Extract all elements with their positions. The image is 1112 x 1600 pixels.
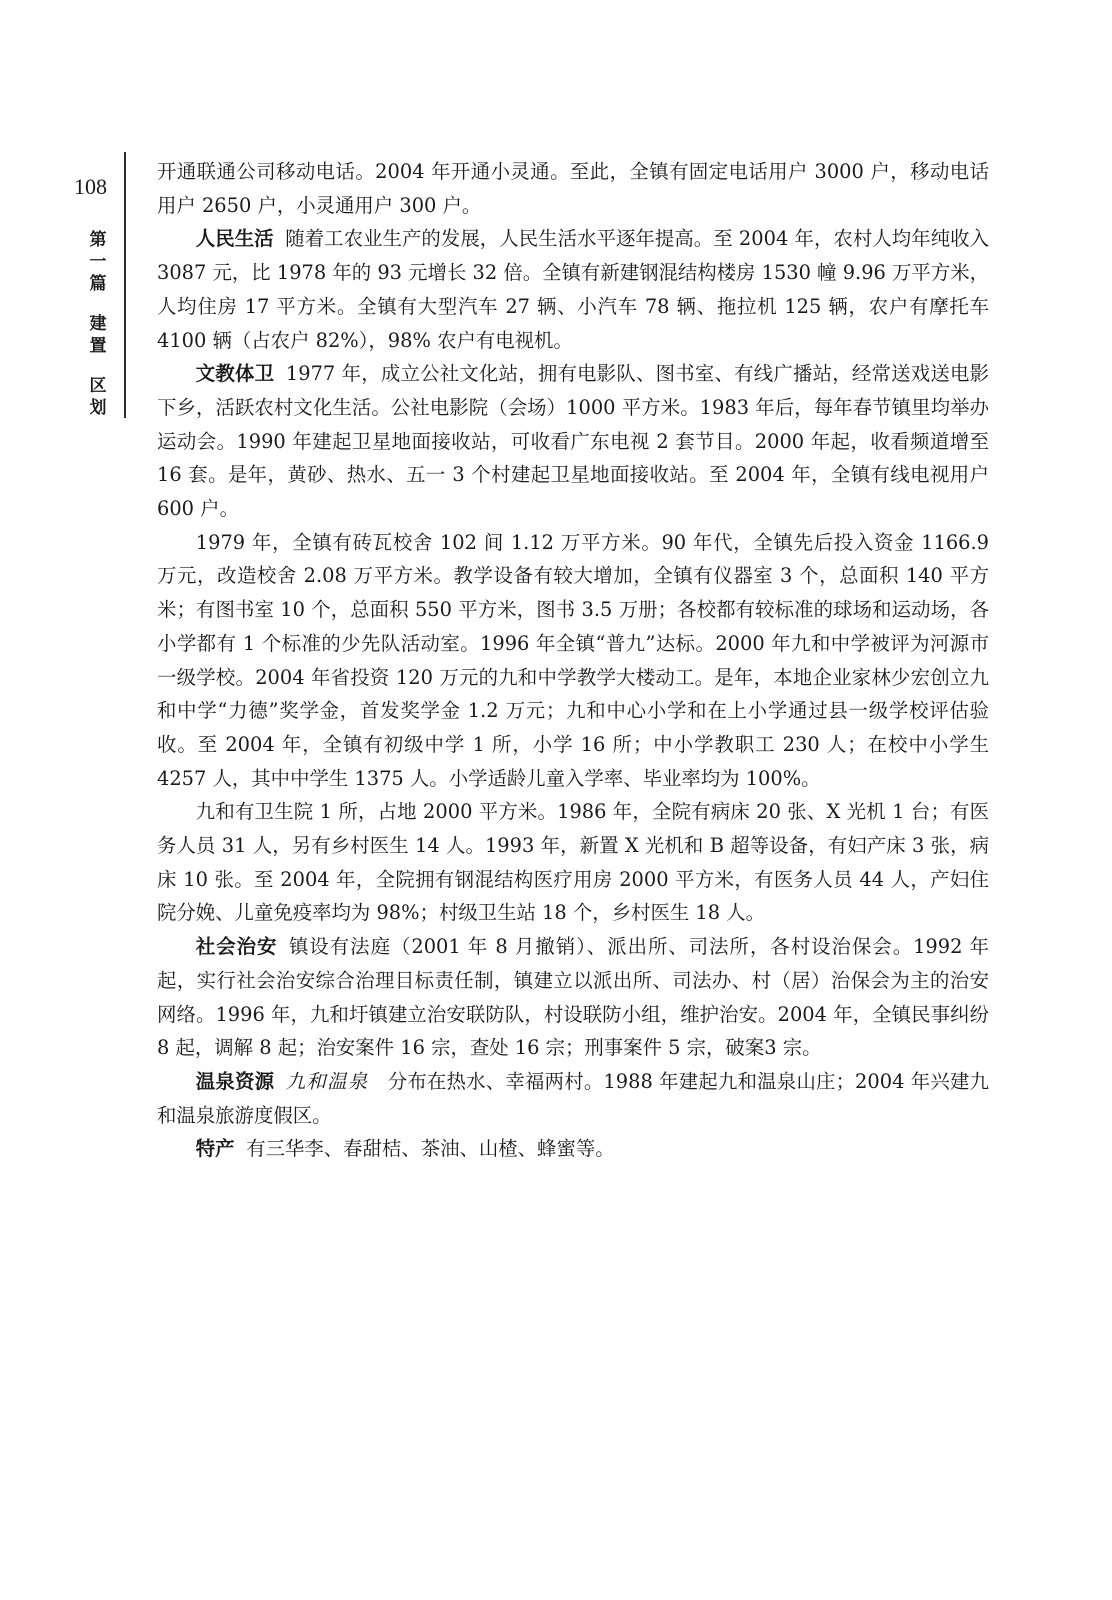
paragraph-text: 九和有卫生院 1 所，占地 2000 平方米。1986 年，全院有病床 20 张、X 光机 1 台；有医务人员 31 人，另有乡村医生 14 人。1993 年，新置 X 光机和 B 超等设备，有妇产床 3 张，病床 10 张。至 2004 年，全院拥有钢混结构医疗用房 2000 平方米，有医务人员 44 人，产妇住院分娩、儿童免疫率均为 98%；村级卫生站 18 个，乡村医生 18 人。 — [157, 800, 989, 925]
paragraph-security — [157, 930, 989, 1065]
paragraph-text: 镇设有法庭（2001 年 8 月撤销）、派出所、司法所，各村设治保会。1992 年起，实行社会治安综合治理目标责任制，镇建立以派出所、司法办、村（居）治保会为主的治安网络。1996 年，九和圩镇建立治安联防队，村设联防小组，维护治安。2004 年，全镇民事纠纷 8 起，调解 8 起；治安案件 16 宗，查处 16 宗；刑事案件 5 宗，破案3 宗。 — [157, 935, 989, 1060]
page-number: 108 — [74, 174, 107, 199]
section-sub-heading: 九和温泉 — [285, 1069, 369, 1093]
section-heading: 社会治安 — [195, 935, 278, 959]
side-title-gap — [84, 295, 112, 313]
paragraph-education — [157, 526, 989, 796]
side-title-char: 区 — [89, 376, 107, 396]
paragraph-text: 随着工农业生产的发展，人民生活水平逐年提高。至 2004 年，农村人均年纯收入 3087 元，比 1978 年的 93 元增长 32 倍。全镇有新建钢混结构楼房 1530 幢 9.96 万平方米，人均住房 17 平方米。全镇有大型汽车 27 辆、小汽车 78 辆、拖拉机 125 辆，农户有摩托车 4100 辆（占农户 82%），98% 农户有电视机。 — [157, 227, 989, 352]
section-heading: 特产 — [195, 1137, 235, 1161]
paragraph-text: 1979 年，全镇有砖瓦校舍 102 间 1.12 万平方米。90 年代，全镇先后投入资金 1166.9 万元，改造校舍 2.08 万平方米。教学设备有较大增加，全镇有仪器室 3 个，总面积 140 平方米；有图书室 10 个，总面积 550 平方米，图书 3.5 万册；各校都有较标准的球场和运动场，各小学都有 1 个标准的少先队活动室。1996 年全镇“普九”达标。2000 年九和中学被评为河源市一级学校。2004 年省投资 120 万元的九和中学教学大楼动工。是年，本地企业家林少宏创立九和中学“力德”奖学金，首发奖学金 1.2 万元；九和中心小学和在上小学通过县一级学校评估验收。至 2004 年，全镇有初级中学 1 所，小学 16 所；中小学教职工 230 人；在校中小学生 4257 人，其中中学生 1375 人。小学适龄儿童入学率、毕业率均为 100%。 — [157, 530, 989, 790]
section-heading: 温泉资源 — [195, 1069, 275, 1093]
page-body — [157, 155, 989, 1166]
paragraph-health — [157, 795, 989, 930]
side-title-char: 第 — [89, 230, 107, 250]
section-heading: 人民生活 — [195, 227, 274, 251]
paragraph-telecom — [157, 155, 989, 222]
paragraph-living — [157, 222, 989, 357]
side-title-gap — [84, 357, 112, 375]
side-rule — [124, 152, 126, 418]
side-title-char: 置 — [89, 336, 107, 356]
paragraph-hot-spring — [157, 1065, 989, 1132]
side-section-title — [84, 229, 112, 419]
side-title-char: 划 — [89, 398, 107, 418]
paragraph-culture — [157, 357, 989, 526]
paragraph-text: 有三华李、春甜桔、茶油、山楂、蜂蜜等。 — [246, 1137, 615, 1161]
paragraph-text: 1977 年，成立公社文化站，拥有电影队、图书室、有线广播站，经常送戏送电影下乡，活跃农村文化生活。公社电影院（会场）1000 平方米。1983 年后，每年春节镇里均举办运动会。1990 年建起卫星地面接收站，可收看广东电视 2 套节目。2000 年起，收看频道增至 16 套。是年，黄砂、热水、五一 3 个村建起卫星地面接收站。至 2004 年，全镇有线电视用户 600 户。 — [157, 362, 990, 521]
section-heading: 文教体卫 — [195, 362, 275, 386]
paragraph-text: 开通联通公司移动电话。2004 年开通小灵通。至此，全镇有固定电话用户 3000 户，移动电话用户 2650 户，小灵通用户 300 户。 — [157, 160, 989, 217]
side-title-char: 一 — [89, 252, 107, 272]
side-title-char: 篇 — [89, 274, 107, 294]
paragraph-text: 分布在热水、幸福两村。1988 年建起九和温泉山庄；2004 年兴建九和温泉旅游度假区。 — [157, 1069, 990, 1127]
paragraph-specialty — [157, 1132, 989, 1166]
side-title-char: 建 — [89, 314, 107, 334]
